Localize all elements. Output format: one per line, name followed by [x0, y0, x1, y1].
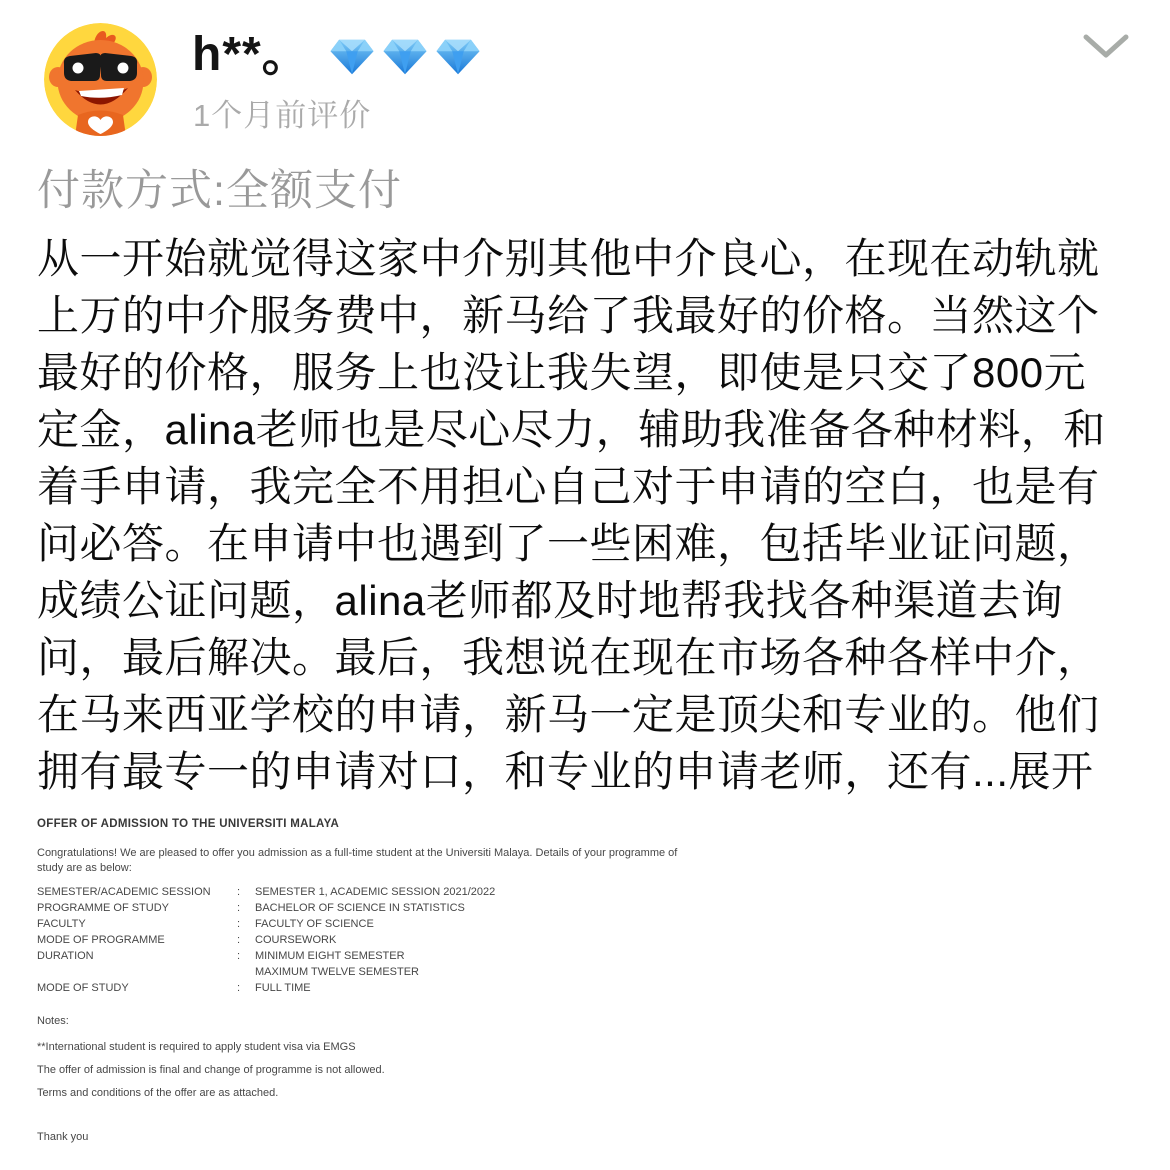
taobao-mascot-icon [44, 23, 157, 136]
doc-title: OFFER OF ADMISSION TO THE UNIVERSITI MALAYA [37, 818, 340, 830]
doc-notes-heading: Notes: [37, 1015, 69, 1027]
doc-closing: Thank you [37, 1131, 89, 1143]
review-time: 1个月前评价 [193, 98, 372, 133]
doc-note: The offer of admission is final and change of programme is not allowed. [37, 1064, 385, 1076]
review-body [37, 230, 1119, 800]
doc-detail-row: SEMESTER/ACADEMIC SESSION : SEMESTER 1, ACADEMIC SESSION 2021/2022 [37, 886, 496, 898]
username: h**。 [192, 28, 311, 81]
avatar [44, 23, 157, 136]
review-text: 从一开始就觉得这家中介别其他中介良心，在现在动轨就上万的中介服务费中，新马给了我最好的价格。当然这个最好的价格，服务上也没让我失望，即使是只交了800元定金，alina老师也是尽心尽力，辅助我准备各种材料，和着手申请，我完全不用担心自己对于申请的空白，也是有问必答。在申请中也遇到了一些困难，包括毕业证问题，成绩公证问题，alina老师都及时地帮我找各种渠道去询问，最后解决。最后，我想说在现在市场各种各样中介，在马来西亚学校的申请，新马一定是顶尖和专业的。他们拥有最专一的申请对口，和专业的申请老师，还有... [37, 235, 1106, 795]
vip-level-icons [329, 37, 481, 77]
doc-detail-row: MODE OF PROGRAMME : COURSEWORK [37, 934, 337, 946]
colon: : [237, 934, 241, 946]
doc-intro: Congratulations! We are pleased to offer you admission as a full-time student at the Universiti Malaya. Details of your programme of study are as below: [37, 847, 678, 874]
blue-diamond-icon [329, 37, 375, 77]
doc-note: **International student is required to apply student visa via EMGS [37, 1041, 356, 1053]
payment-method: 付款方式:全额支付 [37, 167, 402, 215]
blue-diamond-icon [435, 37, 481, 77]
chevron-down-icon[interactable] [1082, 33, 1130, 66]
doc-detail-row: FACULTY : FACULTY OF SCIENCE [37, 918, 374, 930]
doc-detail-row: PROGRAMME OF STUDY : BACHELOR OF SCIENCE IN STATISTICS [37, 902, 465, 914]
attachment-document-image[interactable] [37, 818, 689, 1144]
colon: : [237, 902, 241, 914]
blue-diamond-icon [382, 37, 428, 77]
colon: : [237, 918, 241, 930]
doc-details-table [37, 884, 689, 996]
doc-detail-row: DURATION : MINIMUM EIGHT SEMESTER [37, 950, 405, 962]
doc-detail-row: MODE OF STUDY : FULL TIME [37, 982, 311, 994]
colon: : [237, 886, 241, 898]
expand-link[interactable]: 展开 [1008, 748, 1094, 795]
colon: : [237, 950, 241, 962]
colon: : [237, 982, 241, 994]
reviewer-name-row [192, 26, 481, 84]
doc-note: Terms and conditions of the offer are as attached. [37, 1087, 279, 1099]
doc-detail-row-continuation: MAXIMUM TWELVE SEMESTER [255, 966, 420, 978]
